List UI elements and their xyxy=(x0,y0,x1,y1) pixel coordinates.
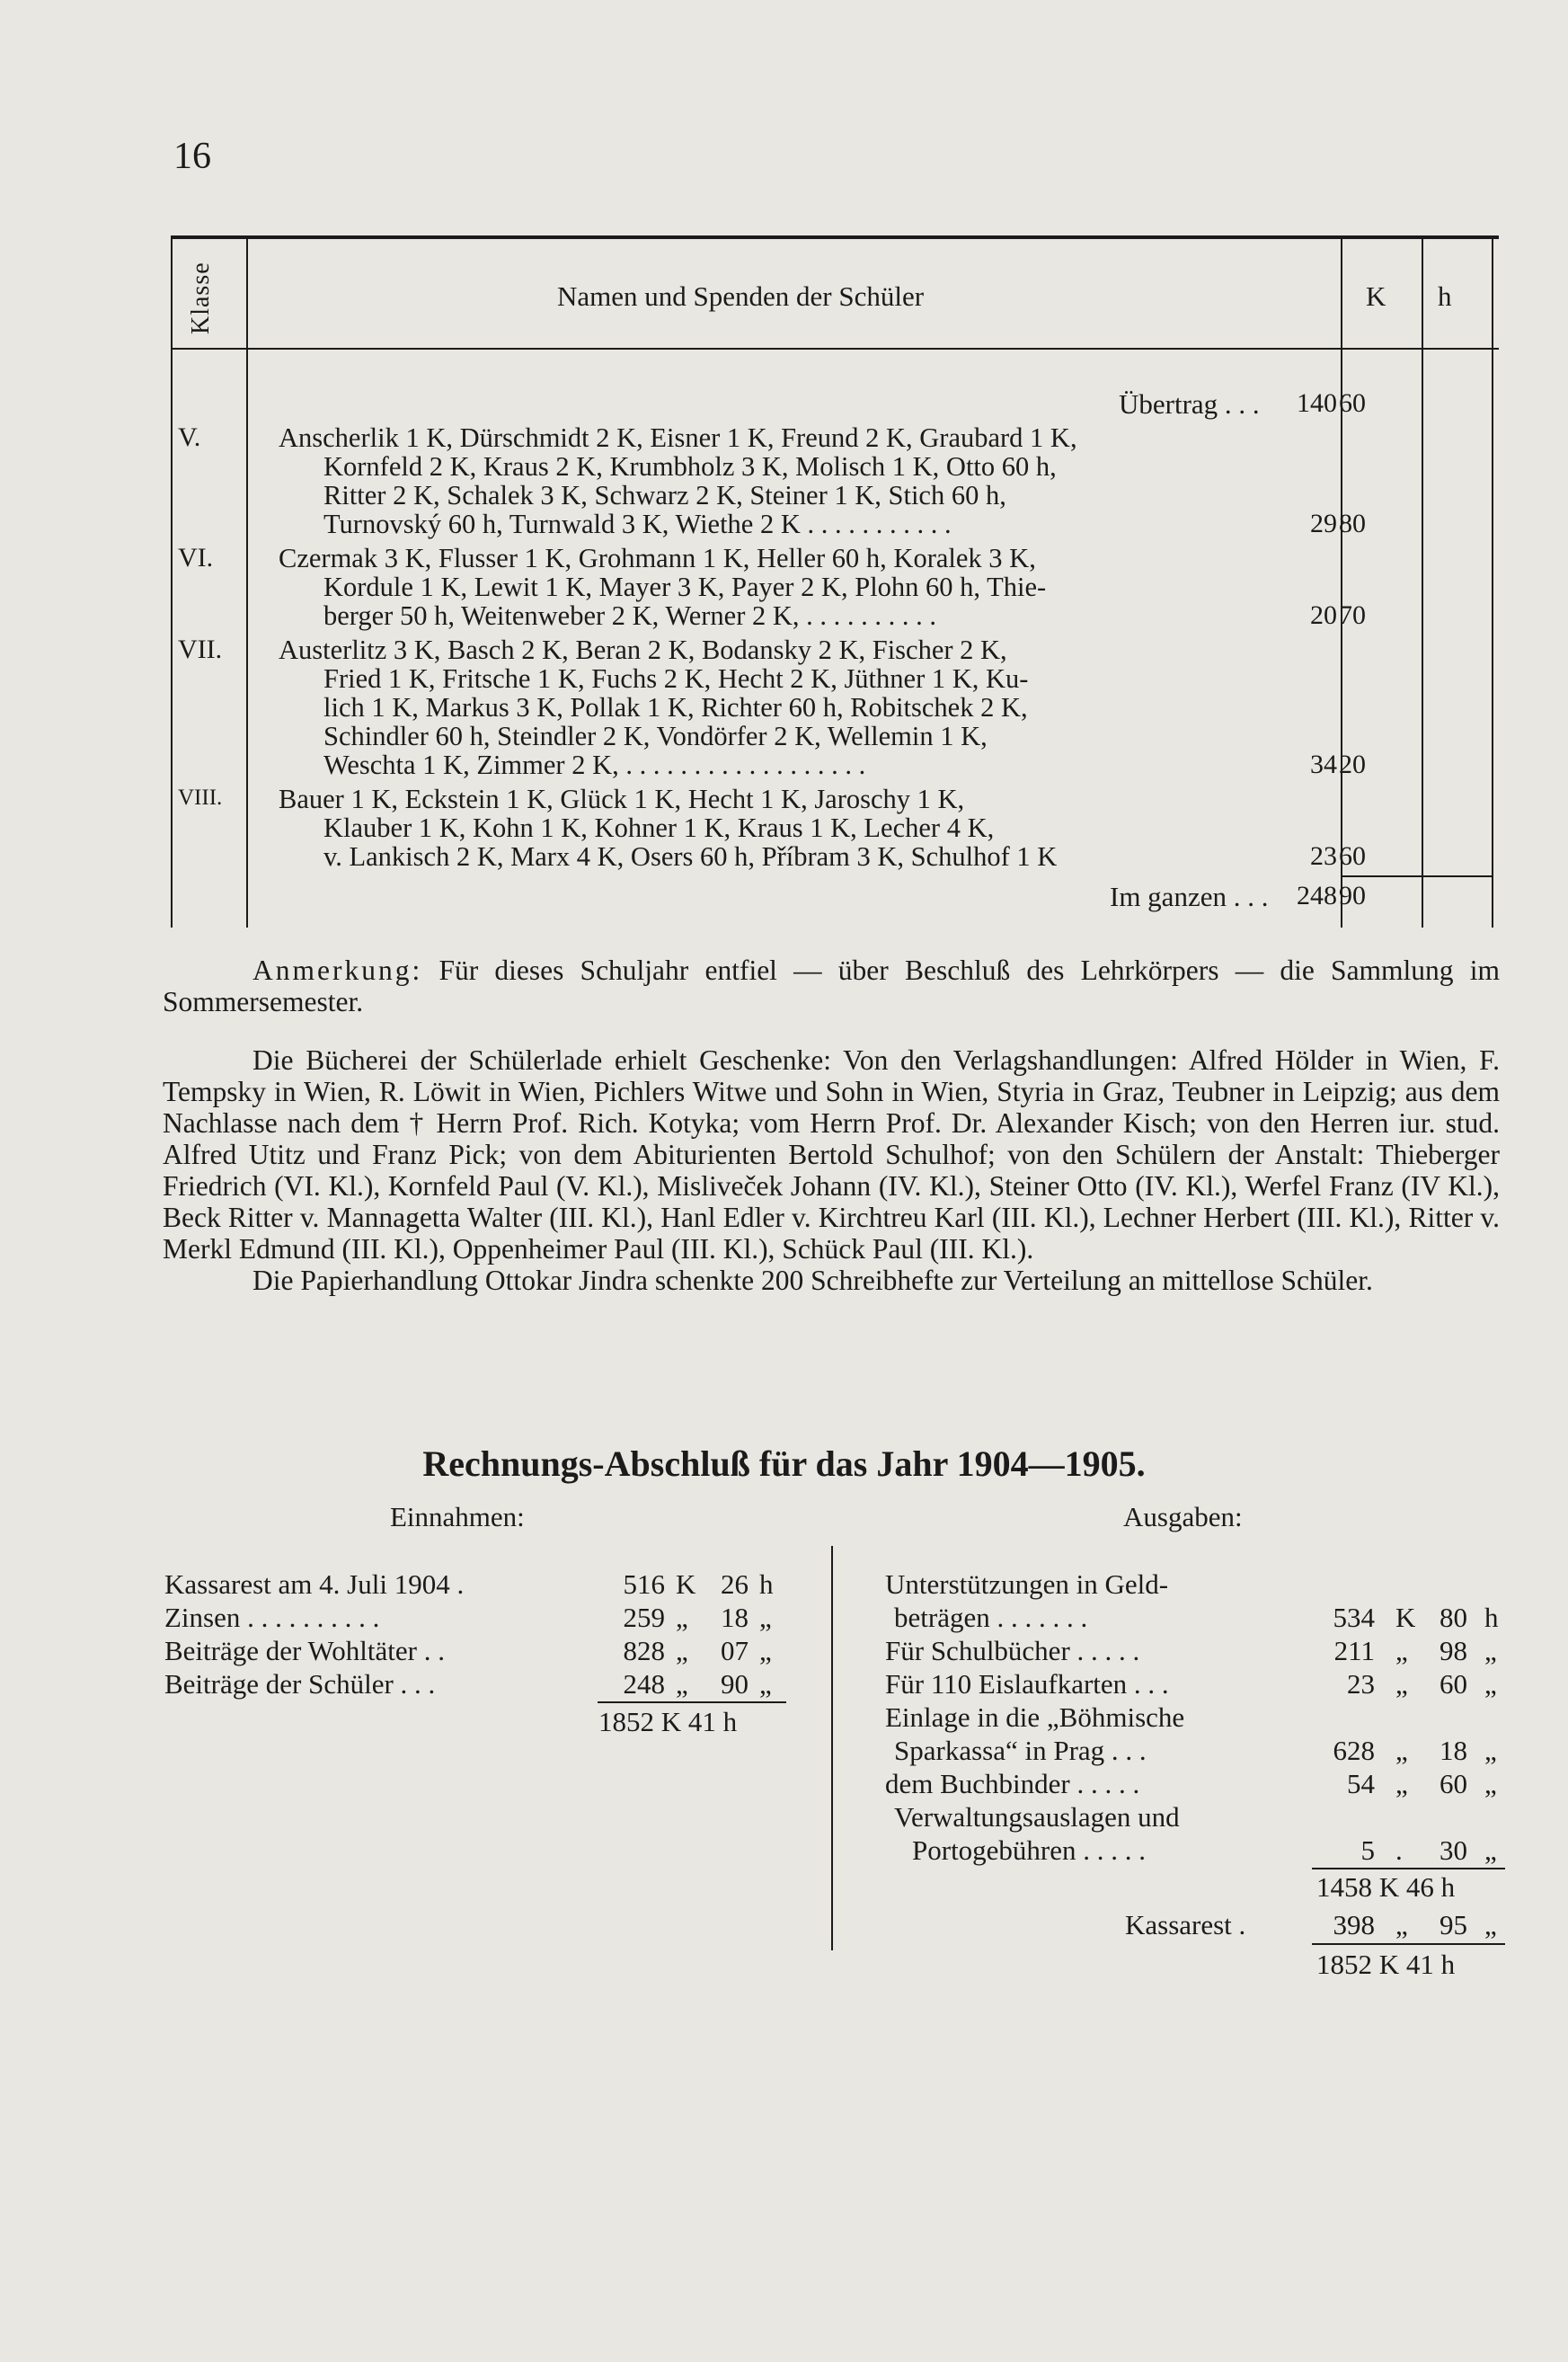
kassarest-h: 95 xyxy=(1440,1909,1467,1940)
expense-h-unit: „ xyxy=(1484,1635,1497,1666)
row-k: 29 xyxy=(1310,509,1337,538)
klasse-label: VII. xyxy=(178,635,223,664)
expense-h: 18 xyxy=(1440,1735,1467,1766)
expense-h-unit: „ xyxy=(1484,1834,1497,1866)
row-h: 80 xyxy=(1339,509,1366,538)
row-k: 23 xyxy=(1310,841,1337,871)
income-k-unit: „ xyxy=(676,1602,688,1633)
kassarest-label: Kassarest . xyxy=(1125,1909,1246,1940)
expense-label: Verwaltungsauslagen und xyxy=(894,1801,1180,1833)
income-h-unit: „ xyxy=(759,1602,772,1633)
carry-k: 140 xyxy=(1297,388,1337,418)
klasse-column-divider xyxy=(246,235,248,928)
row-k: 20 xyxy=(1310,600,1337,630)
expense-label: dem Buchbinder . . . . . xyxy=(885,1768,1140,1799)
expense-h: 80 xyxy=(1440,1602,1467,1633)
kassarest-k-unit: „ xyxy=(1395,1909,1408,1940)
header-rule xyxy=(171,348,1499,350)
carry-h: 60 xyxy=(1339,388,1366,418)
note-paragraph xyxy=(163,955,1500,1017)
sum-rule xyxy=(1341,875,1492,877)
expense-k-unit: „ xyxy=(1395,1635,1408,1666)
k-column-divider xyxy=(1422,235,1423,928)
income-k: 828 xyxy=(623,1635,665,1666)
paper-text: Die Papierhandlung Ottokar Jindra schenkte 200 Schreibhefte zur Verteilung an mittellose Schüler. xyxy=(252,1265,1373,1296)
kassarest-h-unit: „ xyxy=(1484,1909,1497,1940)
expense-k-unit: „ xyxy=(1395,1735,1408,1766)
expense-k: 211 xyxy=(1333,1635,1375,1666)
row-h: 70 xyxy=(1339,600,1366,630)
row-k: 34 xyxy=(1310,750,1337,779)
income-k-unit: K xyxy=(676,1568,696,1600)
expense-h-unit: h xyxy=(1484,1602,1499,1633)
income-label: Beiträge der Schüler . . . xyxy=(164,1668,436,1700)
table-row-line: Kornfeld 2 K, Kraus 2 K, Krumbholz 3 K, Molisch 1 K, Otto 60 h, xyxy=(323,451,1057,482)
expense-label-cont: Portogebühren . . . . . xyxy=(912,1834,1147,1866)
income-label: Zinsen . . . . . . . . . . xyxy=(164,1602,380,1633)
expense-k-unit: „ xyxy=(1395,1668,1408,1700)
expense-h: 60 xyxy=(1440,1768,1467,1799)
expense-label: Für 110 Eislaufkarten . . . xyxy=(885,1668,1169,1700)
income-h: 18 xyxy=(721,1602,749,1633)
income-k: 248 xyxy=(623,1668,665,1700)
library-paragraph xyxy=(163,1044,1500,1296)
table-row-line: Kordule 1 K, Lewit 1 K, Mayer 3 K, Payer 2 K, Plohn 60 h, Thie- xyxy=(323,572,1047,602)
income-h-unit: „ xyxy=(759,1668,772,1700)
income-total: 1852 K 41 h xyxy=(598,1706,738,1737)
expense-h-unit: „ xyxy=(1484,1668,1497,1700)
income-label: Kassarest am 4. Juli 1904 . xyxy=(164,1568,465,1600)
table-row-line: Schindler 60 h, Steindler 2 K, Vondörfer 2 K, Wellemin 1 K, xyxy=(323,721,988,751)
expense-label: Einlage in die „Böhmische xyxy=(885,1701,1185,1733)
table-row-line: Czermak 3 K, Flusser 1 K, Grohmann 1 K, Heller 60 h, Koralek 3 K, xyxy=(279,543,1036,573)
income-k-unit: „ xyxy=(676,1668,688,1700)
income-k-unit: „ xyxy=(676,1635,688,1666)
expense-subtotal: 1458 K 46 h xyxy=(1316,1871,1456,1903)
expense-k: 54 xyxy=(1347,1768,1375,1799)
expense-h-unit: „ xyxy=(1484,1735,1497,1766)
expense-total-rule xyxy=(1312,1943,1505,1945)
total-k: 248 xyxy=(1297,881,1337,910)
accounts-title: Rechnungs-Abschluß für das Jahr 1904—1905. xyxy=(422,1443,1146,1484)
donations-table xyxy=(171,235,1499,928)
note-label: Anmerkung: xyxy=(252,955,423,986)
expense-sum-rule xyxy=(1312,1868,1505,1869)
table-row-line: berger 50 h, Weitenweber 2 K, Werner 2 K, . . . . . . . . . . xyxy=(323,600,937,631)
library-text: Die Bücherei der Schülerlade erhielt Geschenke: Von den Verlagshandlungen: Alfred Hölder in Wien, F. Tempsky in Wien, R. Löwit in Wien, Pichlers Witwe und Sohn in Wien, Styria in Graz, Teubner in Leipzig; aus dem Nachlasse nach dem † Herrn Prof. Rich. Kotyka; vom Herrn Prof. Dr. Alexander Kisch; von den Herren iur. stud. Alfred Utitz und Franz Pick; von dem Abiturienten Bertold Schulhof; von den Schülern der Anstalt: Thieberger Friedrich (VI. Kl.), Kornfeld Paul (V. Kl.), Misliveček Johann (IV. Kl.), Steiner Otto (IV. Kl.), Werfel Franz (IV Kl.), Beck Ritter v. Mannagetta Walter (III. Kl.), Hanl Edler v. Kirchtreu Karl (III. Kl.), Lechner Herbert (III. Kl.), Ritter v. Merkl Edmund (III. Kl.), Oppenheimer Paul (III. Kl.), Schück Paul (III. Kl.). xyxy=(163,1044,1500,1265)
table-row-line: Turnovský 60 h, Turnwald 3 K, Wiethe 2 K . . . . . . . . . . . xyxy=(323,509,952,539)
expense-k-unit: „ xyxy=(1395,1768,1408,1799)
expense-label-cont: Sparkassa“ in Prag . . . xyxy=(894,1735,1147,1766)
expense-k: 534 xyxy=(1333,1602,1375,1633)
expense-label: Für Schulbücher . . . . . xyxy=(885,1635,1140,1666)
h-header: h xyxy=(1438,280,1452,312)
table-row-line: Ritter 2 K, Schalek 3 K, Schwarz 2 K, Steiner 1 K, Stich 60 h, xyxy=(323,480,1006,511)
income-h: 26 xyxy=(721,1568,749,1600)
table-row-line: lich 1 K, Markus 3 K, Pollak 1 K, Richter 60 h, Robitschek 2 K, xyxy=(323,692,1028,723)
table-row-line: Anscherlik 1 K, Dürschmidt 2 K, Eisner 1 K, Freund 2 K, Graubard 1 K, xyxy=(279,422,1077,453)
table-row-line: Weschta 1 K, Zimmer 2 K, . . . . . . . . . . . . . . . . . . xyxy=(323,750,866,780)
expense-k-unit: K xyxy=(1395,1602,1416,1633)
row-h: 60 xyxy=(1339,841,1366,871)
table-left-border xyxy=(171,235,173,928)
table-row-line: v. Lankisch 2 K, Marx 4 K, Osers 60 h, Příbram 3 K, Schulhof 1 K xyxy=(323,841,1058,872)
klasse-label: VI. xyxy=(178,543,214,573)
income-h: 90 xyxy=(721,1668,749,1700)
expense-h: 60 xyxy=(1440,1668,1467,1700)
kassarest-k: 398 xyxy=(1333,1909,1375,1940)
expense-h: 30 xyxy=(1440,1834,1467,1866)
note-text: Für dieses Schuljahr entfiel — über Beschluß des Lehrkörpers — die Sammlung im Sommersemester. xyxy=(163,955,1501,1017)
table-row-line: Austerlitz 3 K, Basch 2 K, Beran 2 K, Bodansky 2 K, Fischer 2 K, xyxy=(279,635,1007,665)
names-header: Namen und Spenden der Schüler xyxy=(557,280,925,312)
carry-label: Übertrag . . . xyxy=(1119,388,1260,420)
income-label: Beiträge der Wohltäter . . xyxy=(164,1635,445,1666)
table-top-rule xyxy=(171,235,1499,239)
row-h: 20 xyxy=(1339,750,1366,779)
expense-h-unit: „ xyxy=(1484,1768,1497,1799)
income-k: 259 xyxy=(623,1602,665,1633)
klasse-label: V. xyxy=(178,422,201,452)
table-row-line: Fried 1 K, Fritsche 1 K, Fuchs 2 K, Hecht 2 K, Jüthner 1 K, Ku- xyxy=(323,663,1029,694)
income-h-unit: „ xyxy=(759,1635,772,1666)
expense-label-cont: beträgen . . . . . . . xyxy=(894,1602,1088,1633)
expense-h: 98 xyxy=(1440,1635,1467,1666)
total-h: 90 xyxy=(1339,881,1366,910)
table-row-line: Bauer 1 K, Eckstein 1 K, Glück 1 K, Hecht 1 K, Jaroschy 1 K, xyxy=(279,784,965,814)
expense-k-unit: . xyxy=(1395,1834,1403,1866)
income-h-unit: h xyxy=(759,1568,774,1600)
klasse-label: VIII. xyxy=(178,786,223,810)
accounts-divider xyxy=(831,1546,833,1950)
klasse-header: Klasse xyxy=(187,262,215,334)
income-k: 516 xyxy=(623,1568,665,1600)
table-right-border xyxy=(1492,235,1493,928)
table-row-line: Klauber 1 K, Kohn 1 K, Kohner 1 K, Kraus 1 K, Lecher 4 K, xyxy=(323,812,995,843)
expense-k: 5 xyxy=(1360,1834,1375,1866)
expense-label: Unterstützungen in Geld- xyxy=(885,1568,1169,1600)
k-header: K xyxy=(1366,280,1386,312)
income-heading: Einnahmen: xyxy=(390,1501,525,1532)
expense-total: 1852 K 41 h xyxy=(1316,1949,1456,1980)
names-column-divider xyxy=(1341,235,1342,928)
expense-heading: Ausgaben: xyxy=(1123,1501,1243,1532)
income-h: 07 xyxy=(721,1635,749,1666)
page-number: 16 xyxy=(173,136,211,177)
total-label: Im ganzen . . . xyxy=(1110,881,1269,912)
expense-k: 23 xyxy=(1347,1668,1375,1700)
income-sum-rule xyxy=(598,1701,786,1703)
expense-k: 628 xyxy=(1333,1735,1375,1766)
